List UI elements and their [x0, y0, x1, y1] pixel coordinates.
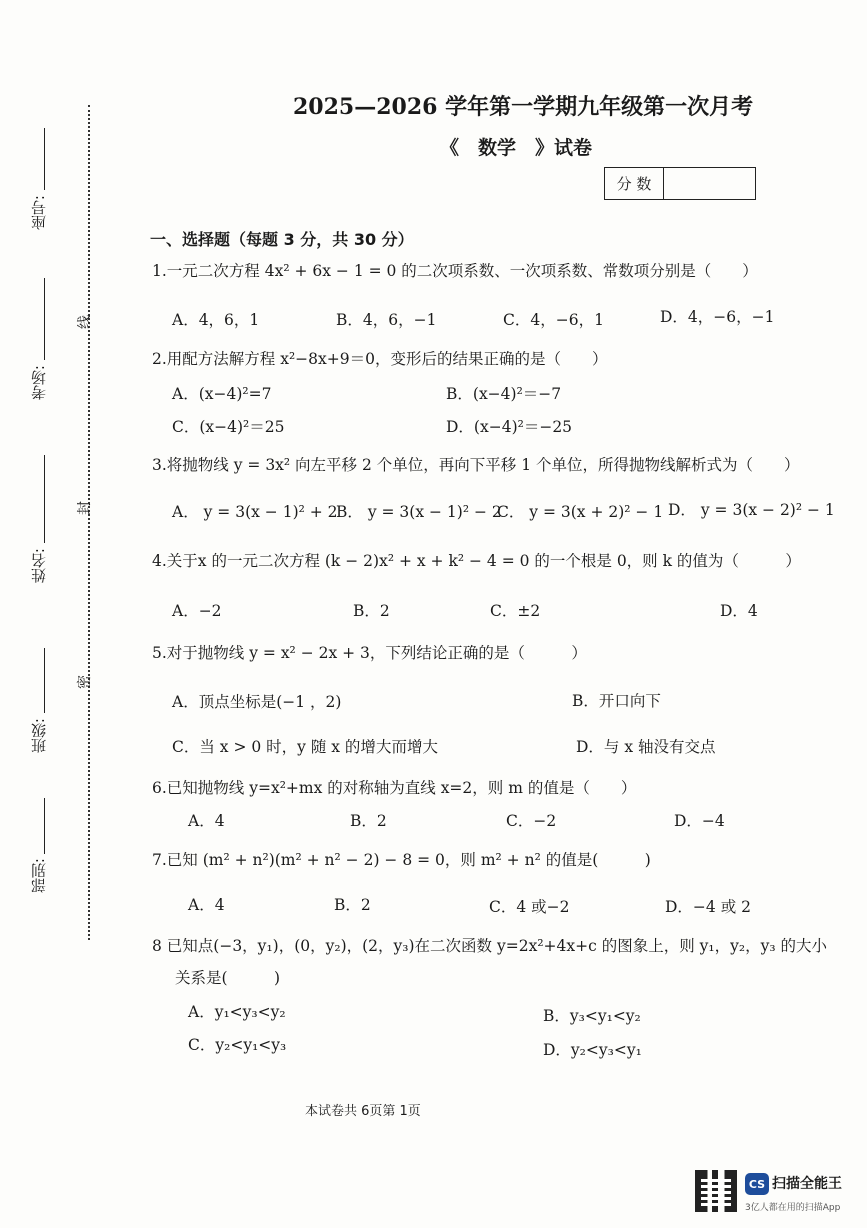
- q2-option-d: D．(x−4)²＝−25: [446, 418, 573, 436]
- seal-char-line: 线: [77, 315, 93, 329]
- question-5: 5.对于抛物线 y = x² − 2x + 3，下列结论正确的是（ ）: [152, 644, 587, 662]
- score-box: [604, 167, 756, 200]
- scanner-tagline: 3亿人都在用的扫描App: [745, 1203, 841, 1213]
- q5-option-b: B．开口向下: [572, 692, 661, 710]
- q3-option-c: C． y = 3(x + 2)² − 1: [497, 503, 664, 521]
- room-line: [44, 278, 45, 360]
- q3-option-b: B． y = 3(x − 1)² − 2: [336, 503, 502, 521]
- seat-label: 座号:: [30, 195, 48, 231]
- q7-option-b: B．2: [334, 896, 371, 914]
- q2-option-b: B．(x−4)²＝−7: [446, 385, 562, 403]
- question-1: 1.一元二次方程 4x² + 6x − 1 = 0 的二次项系数、一次项系数、常数项分别是（ ）: [152, 262, 758, 280]
- q7-option-c: C．4 或−2: [489, 898, 570, 916]
- qr-code-icon: [695, 1170, 737, 1212]
- q5-option-a: A．顶点坐标是(−1 ，2): [172, 693, 342, 711]
- dept-line: [44, 798, 45, 854]
- q5-option-c: C．当 x > 0 时，y 随 x 的增大而增大: [172, 738, 438, 756]
- q4-option-b: B．2: [353, 602, 390, 620]
- dept-label: 部别:: [30, 858, 48, 894]
- exam-subtitle: 《 数学 》试卷: [440, 137, 593, 159]
- q6-option-a: A．4: [188, 812, 225, 830]
- q6-option-d: D．−4: [674, 812, 725, 830]
- q6-option-b: B．2: [350, 812, 387, 830]
- room-label: 考场:: [30, 365, 48, 401]
- q1-option-c: C．4，−6，1: [503, 311, 604, 329]
- question-3: 3.将抛物线 y = 3x² 向左平移 2 个单位，再向下平移 1 个单位，所得抛物线解析式为（ ）: [152, 456, 800, 474]
- q8-option-b: B．y₃<y₁<y₂: [543, 1007, 641, 1025]
- q3-option-a: A． y = 3(x − 1)² + 2: [172, 503, 338, 521]
- seat-line: [44, 128, 45, 190]
- seal-dotted-line: [88, 105, 90, 940]
- q4-option-c: C．±2: [490, 602, 541, 620]
- q8-option-a: A．y₁<y₃<y₂: [188, 1003, 286, 1021]
- camscanner-logo-icon: CS: [745, 1173, 769, 1195]
- page-footer: 本试卷共 6页第 1页: [305, 1104, 421, 1119]
- question-8-cont: 关系是( ): [175, 969, 281, 987]
- q1-option-a: A．4，6，1: [172, 311, 260, 329]
- q2-option-a: A．(x−4)²=7: [172, 385, 272, 403]
- q2-option-c: C．(x−4)²＝25: [172, 418, 285, 436]
- seal-char-secret: 密: [77, 675, 93, 689]
- q1-option-d: D．4，−6，−1: [660, 308, 775, 326]
- q7-option-d: D．−4 或 2: [665, 898, 751, 916]
- score-label: 分 数: [605, 168, 664, 199]
- question-8: 8 已知点(−3，y₁)，(0，y₂)，(2，y₃)在二次函数 y=2x²+4x+c 的图象上，则 y₁，y₂，y₃ 的大小: [152, 937, 827, 955]
- q8-option-d: D．y₂<y₃<y₁: [543, 1041, 642, 1059]
- q1-option-b: B．4，6，−1: [336, 311, 437, 329]
- q6-option-c: C．−2: [506, 812, 557, 830]
- name-label: 姓名:: [30, 548, 48, 584]
- section-heading: 一、选择题（每题 3 分，共 30 分）: [150, 230, 414, 249]
- exam-title: 2025—2026 学年第一学期九年级第一次月考: [293, 94, 754, 120]
- question-2: 2.用配方法解方程 x²−8x+9＝0，变形后的结果正确的是（ ）: [152, 350, 608, 368]
- question-7: 7.已知 (m² + n²)(m² + n² − 2) − 8 = 0，则 m² + n² 的值是( ): [152, 851, 651, 869]
- q7-option-a: A．4: [188, 896, 225, 914]
- q4-option-d: D．4: [720, 602, 758, 620]
- q3-option-d: D． y = 3(x − 2)² − 1: [668, 501, 835, 519]
- q4-option-a: A．−2: [172, 602, 222, 620]
- question-4: 4.关于x 的一元二次方程 (k − 2)x² + x + k² − 4 = 0 的一个根是 0，则 k 的值为（ ）: [152, 552, 801, 570]
- seal-char-seal: 封: [77, 501, 93, 515]
- question-6: 6.已知抛物线 y=x²+mx 的对称轴为直线 x=2，则 m 的值是（ ）: [152, 779, 637, 797]
- score-value: [664, 168, 755, 199]
- name-line: [44, 455, 45, 543]
- class-line: [44, 648, 45, 713]
- scanner-brand: 扫描全能王: [772, 1176, 842, 1192]
- q5-option-d: D．与 x 轴没有交点: [576, 738, 716, 756]
- class-label: 班级:: [30, 718, 48, 754]
- q8-option-c: C．y₂<y₁<y₃: [188, 1036, 287, 1054]
